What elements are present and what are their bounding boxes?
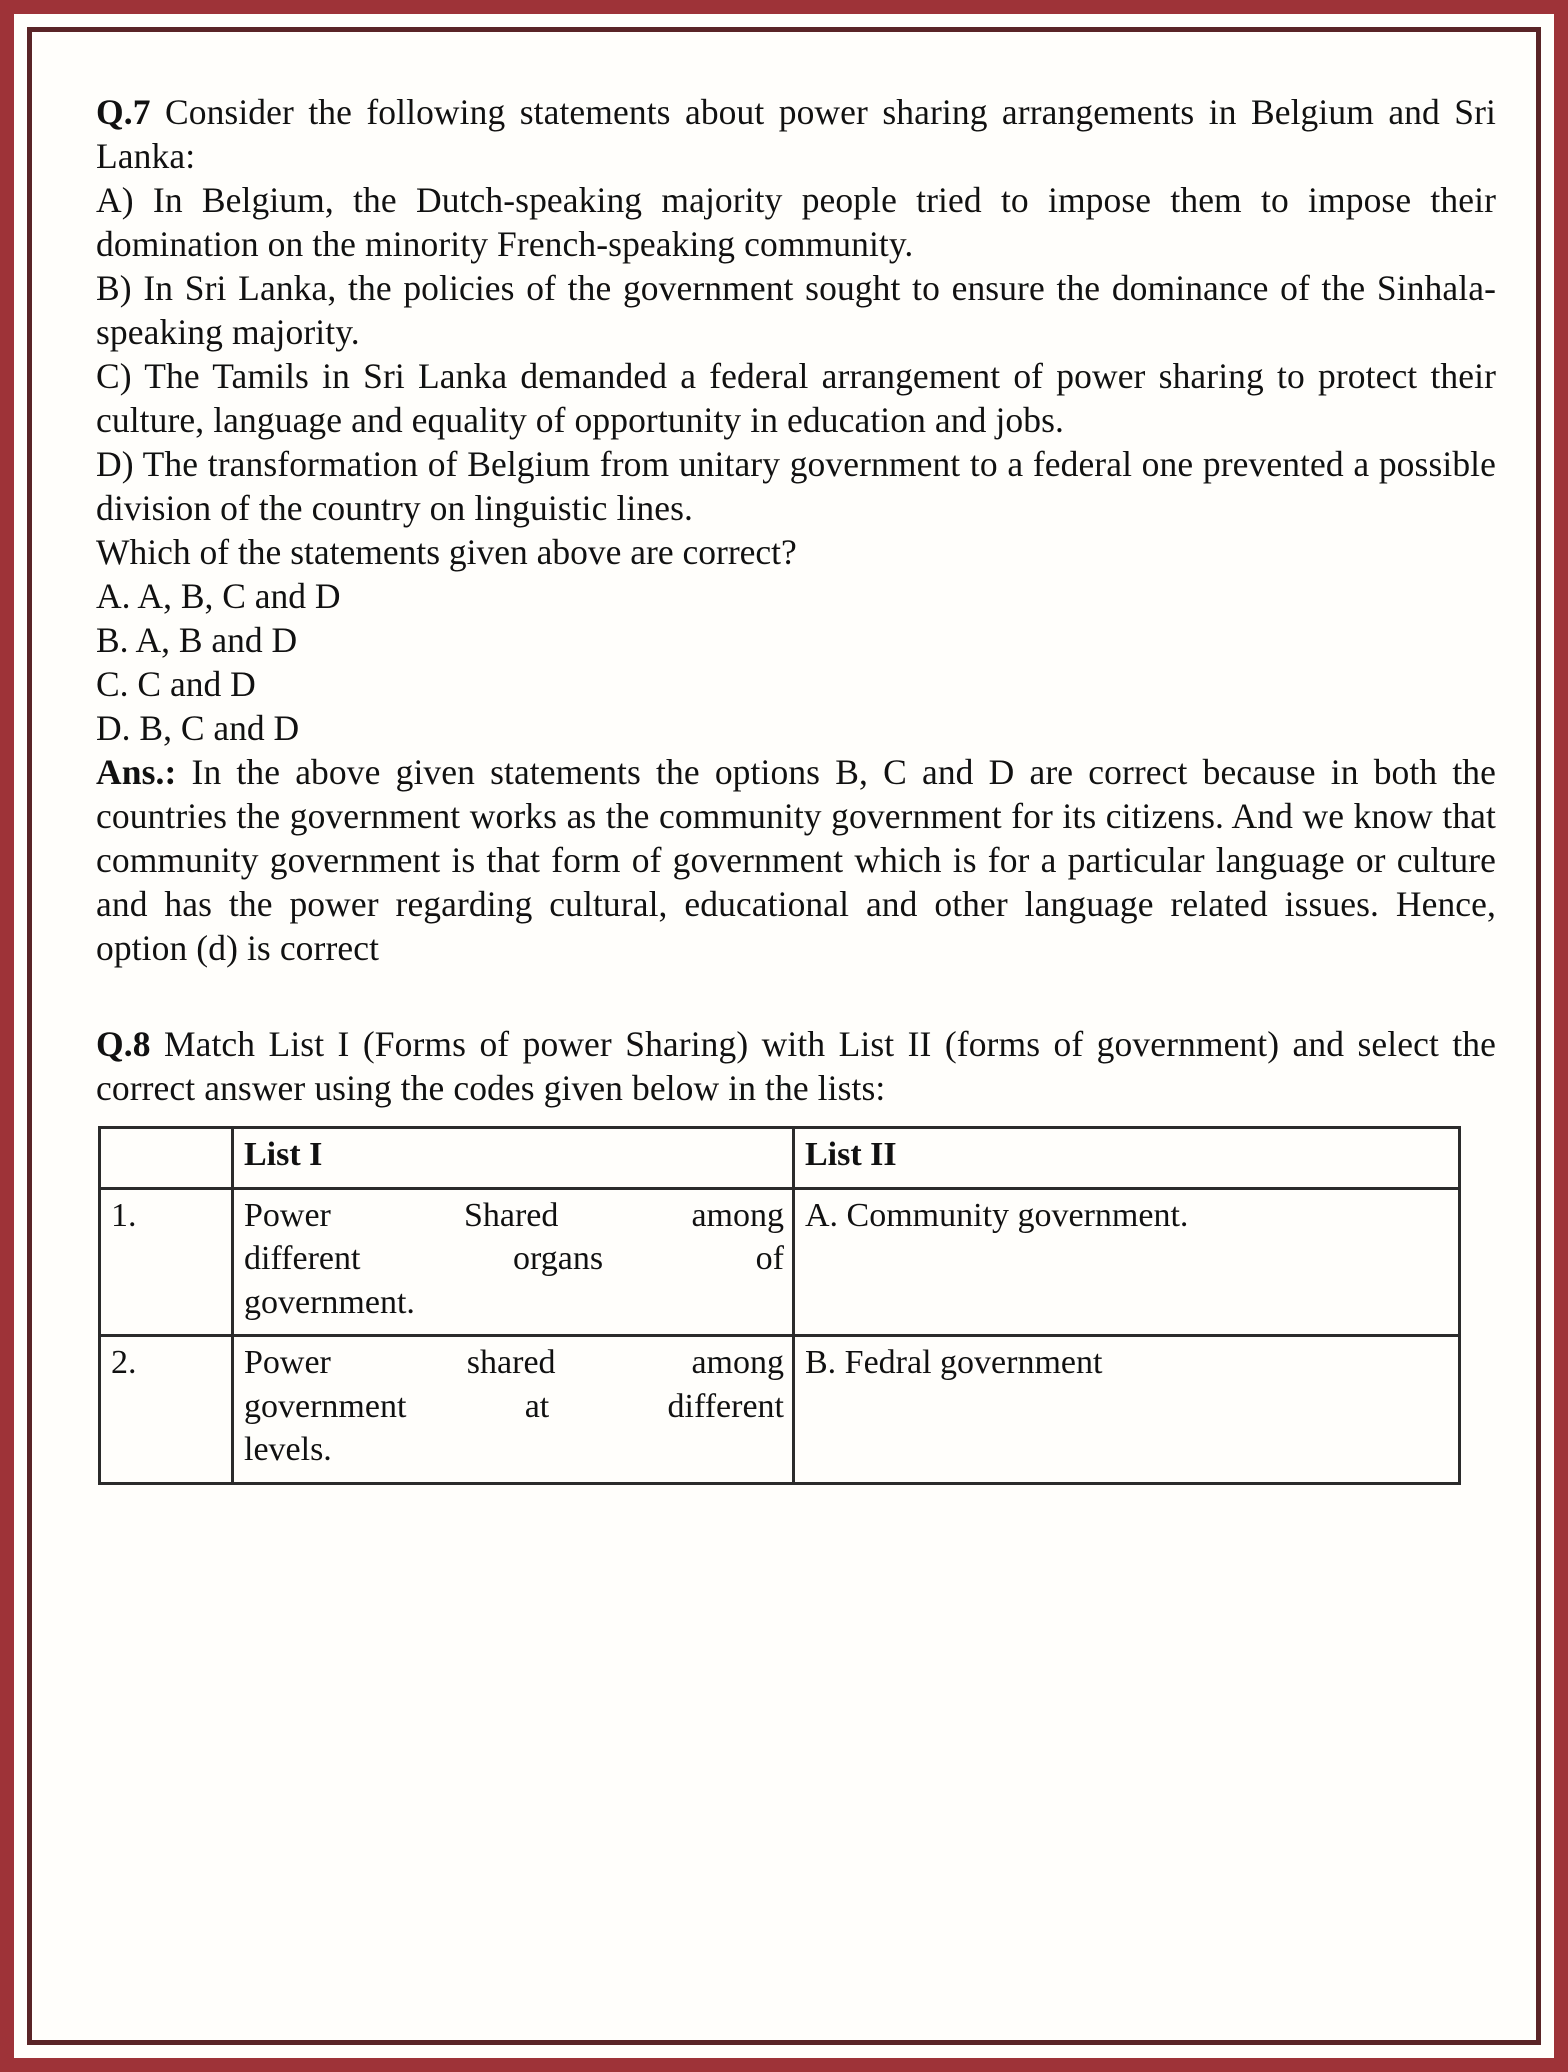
table-cell-line: levels. [244,1431,332,1469]
page-content [96,90,1496,1485]
question-7-answer [96,750,1496,970]
section-spacer [96,970,1496,1022]
table-header-blank [100,1128,233,1189]
table-row [100,1188,1460,1336]
question-7-option-c[interactable]: C. C and D [96,664,256,705]
answer-text: In the above given statements the options B, C and D are correct because in both the countries the government works as the community government for its citizens. And we know that community government is that form of government which is for a particular language or culture and has the power regarding cultural, educational and other language related issues. Hence, option (d) is correct [96,752,1496,969]
table-header-list-1: List I [233,1128,794,1189]
question-8-label: Q.8 [96,1024,151,1065]
question-8-stem [96,1022,1496,1110]
table-cell-list2-2: B. Fedral government [794,1336,1460,1484]
table-cell-list2-1: A. Community government. [794,1188,1460,1336]
table-cell-list1-1 [233,1188,794,1336]
question-7-block [96,90,1496,970]
table-cell-line: government. [244,1283,415,1321]
question-7-statement-c: C) The Tamils in Sri Lanka demanded a federal arrangement of power sharing to protect their culture, language and equality of opportunity in education and jobs. [96,356,1496,441]
table-cell-line: Power Shared among [244,1196,784,1234]
table-cell-list1-2 [233,1336,794,1484]
table-cell-line: different organs of [244,1240,784,1278]
page-paper [32,32,1536,2040]
question-7-ask-line: Which of the statements given above are correct? [96,532,797,573]
question-8-stem-text: Match List I (Forms of power Sharing) with List II (forms of government) and select the correct answer using the codes given below in the lists: [96,1024,1496,1109]
table-row-number-1: 1. [100,1188,233,1336]
question-7-statement-d: D) The transformation of Belgium from unitary government to a federal one prevented a possible division of the country on linguistic lines. [96,444,1496,529]
question-8-block [96,1022,1496,1485]
question-7-label: Q.7 [96,92,151,132]
answer-label: Ans.: [96,752,177,793]
question-7-option-d[interactable]: D. B, C and D [96,708,300,749]
question-7-stem-text: Consider the following statements about power sharing arrangements in Belgium and Sri Lanka: [96,92,1496,177]
table-row-number-2: 2. [100,1336,233,1484]
table-row [100,1336,1460,1484]
table-cell-line: Power shared among [244,1344,784,1382]
question-7-statement-b: B) In Sri Lanka, the policies of the government sought to ensure the dominance of the Sinhala-speaking majority. [96,268,1496,353]
question-7-statement-a: A) In Belgium, the Dutch-speaking majority people tried to impose them to impose their domination on the minority French-speaking community. [96,180,1496,265]
question-7-option-b[interactable]: B. A, B and D [96,620,298,661]
table-cell-line: government at different [244,1387,784,1425]
question-7-stem [96,90,1496,178]
match-list-table [98,1126,1461,1485]
question-7-option-a[interactable]: A. A, B, C and D [96,576,341,617]
table-header-list-2: List II [794,1128,1460,1189]
table-header-row [100,1128,1460,1189]
